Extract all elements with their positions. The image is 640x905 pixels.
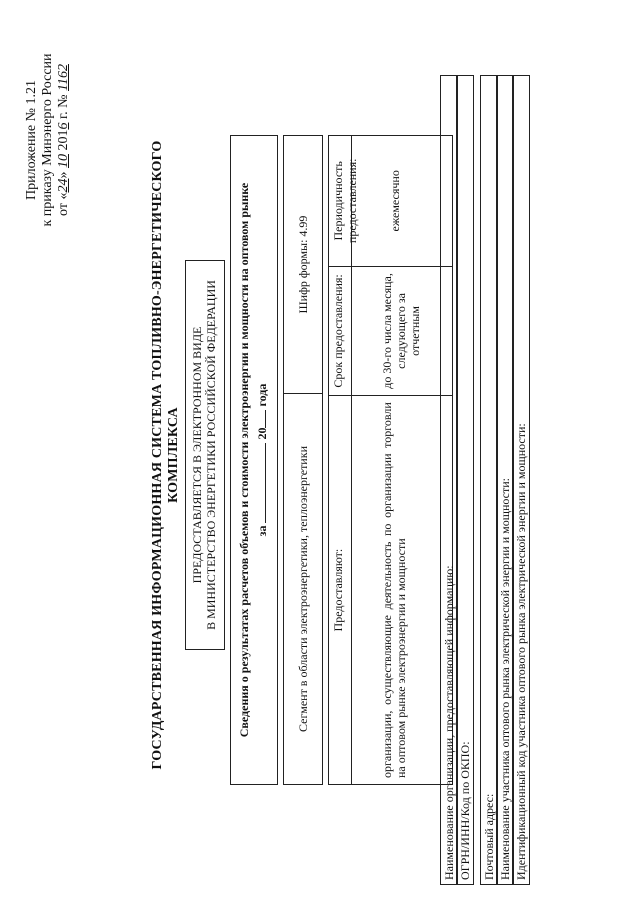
appendix-line1: Приложение № 1.21	[24, 80, 39, 200]
submission-line1: ПРЕДОСТАВЛЯЕТСЯ В ЭЛЕКТРОННОМ ВИДЕ	[190, 326, 204, 584]
info-row-org-name: Наименование организации, предоставляющей информацию:	[440, 75, 458, 885]
header-submitters: Предоставляют:	[329, 395, 351, 784]
header-frequency: Периодичность предоставления:	[331, 158, 359, 244]
deadline-value: до 30-го числа месяца, следующего за отчетным	[352, 266, 452, 396]
table-row	[352, 136, 452, 784]
frequency-value: ежемесячно	[388, 170, 402, 232]
submitters-value: организации, осуществляющие деятельность по организации торговли на оптовом рынке электроэнергии и мощности	[352, 395, 452, 784]
appendix-line3: от «24» 10 2016 г. № 1162	[56, 64, 71, 216]
segment-box	[283, 135, 323, 785]
appendix-number: 1162	[56, 64, 71, 91]
appendix-line2: к приказу Минэнерго России	[40, 53, 55, 227]
form-code: Шифр формы: 4.99	[296, 215, 310, 314]
appendix-year-suffix: 6	[56, 122, 71, 130]
appendix-day: 24	[56, 178, 71, 193]
page-title: ГОСУДАРСТВЕННАЯ ИНФОРМАЦИОННАЯ СИСТЕМА ТОПЛИВНО-ЭНЕРГЕТИЧЕСКОГО КОМПЛЕКСА	[150, 140, 181, 770]
report-title: Сведения о результатах расчетов объемов и стоимости электроэнергии и мощности на оптовом рынке	[237, 182, 251, 738]
table-header-row	[329, 136, 359, 784]
info-row-participant-name: Наименование участника оптового рынка электрической энергии и мощности:	[496, 75, 514, 885]
info-row-participant-code: Идентификационный код участника оптового рынка электрической энергии и мощности:	[512, 75, 530, 885]
submission-box	[185, 260, 225, 650]
header-deadline: Срок предоставления:	[329, 266, 351, 396]
info-row-ogrn: ОГРН/ИНН/Код по ОКПО:	[456, 75, 474, 885]
report-period: за 20 года	[255, 383, 269, 537]
submission-table	[328, 135, 453, 785]
appendix-month: 10	[56, 154, 71, 169]
report-box	[230, 135, 278, 785]
info-row-address: Почтовый адрес:	[480, 75, 498, 885]
appendix-block	[24, 35, 72, 245]
segment-label: Сегмент в области электроэнергетики, теплоэнергетики	[284, 393, 322, 784]
submission-line2: В МИНИСТЕРСТВО ЭНЕРГЕТИКИ РОССИЙСКОЙ ФЕДЕРАЦИИ	[204, 280, 218, 630]
